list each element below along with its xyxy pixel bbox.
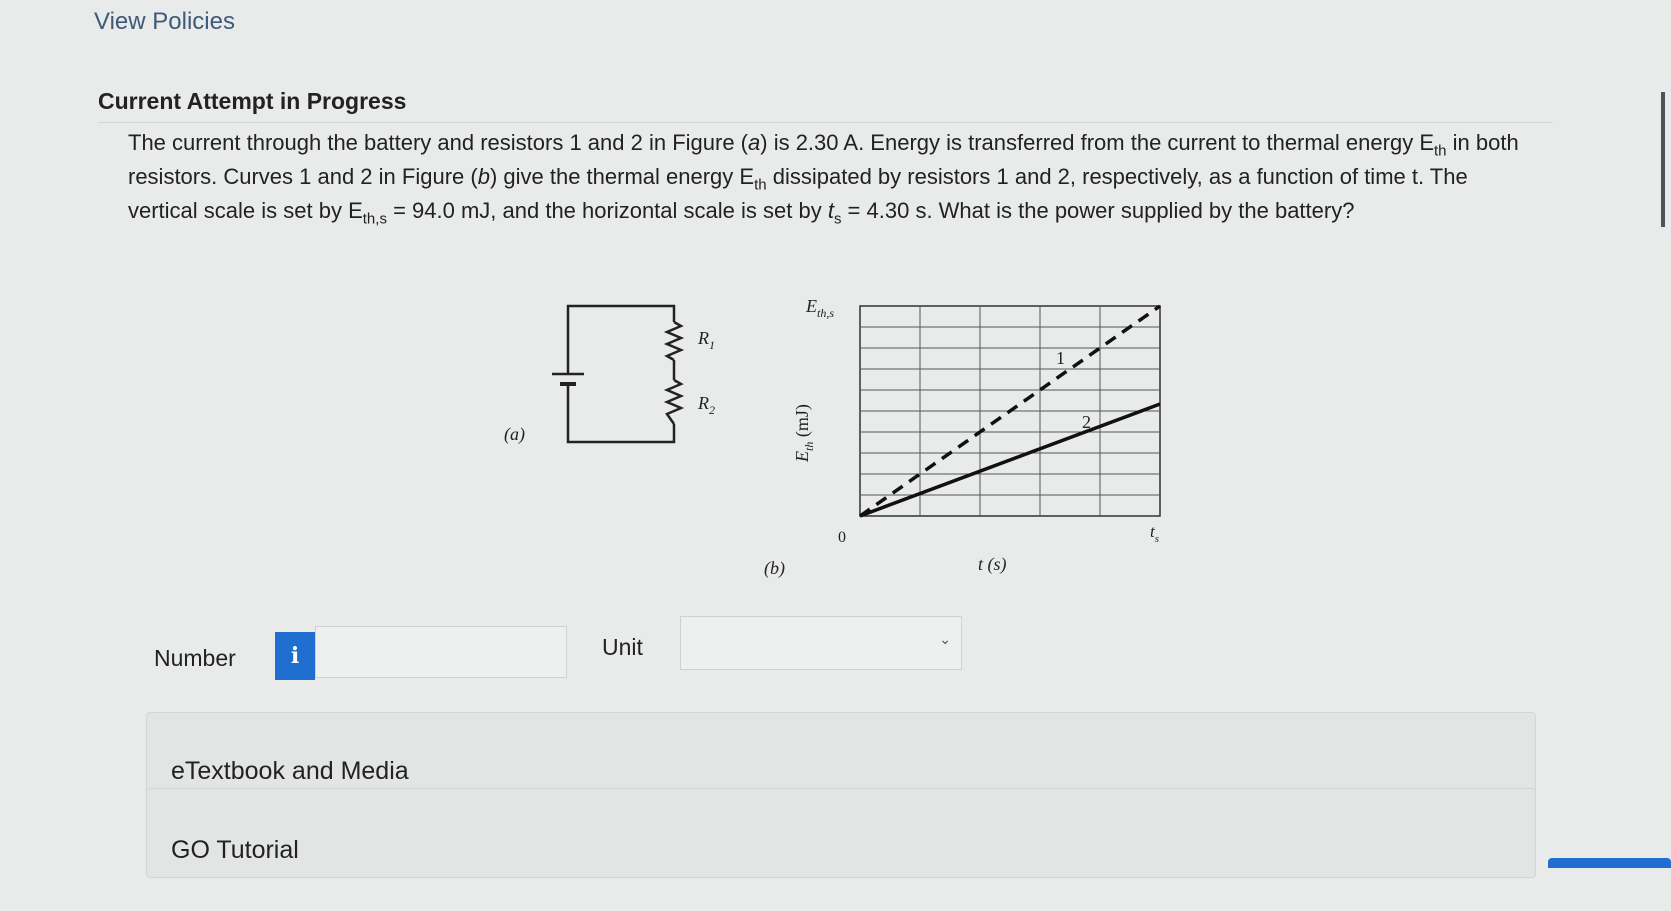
divider (98, 122, 1553, 123)
attempt-title: Current Attempt in Progress (98, 88, 407, 114)
curve-1-label: 1 (1056, 348, 1065, 368)
resistor-2-zigzag (667, 380, 681, 424)
scrollbar-thumb[interactable] (1661, 92, 1665, 227)
resistor-1-zigzag (667, 322, 681, 360)
circuit-diagram (552, 306, 681, 442)
info-icon[interactable]: i (275, 632, 315, 680)
question-text: The current through the battery and resistors 1 and 2 in Figure (a) is 2.30 A. Energy is transferred from the current to thermal energy $E_{th}$ in both resistors. Curves 1 and 2 in Figure (b) give the thermal energy $E_{th}$ dissipated by resistors 1 and 2, respectively, as a function of time t. The vertical scale is set by $E_{th,s} = 94.0$ mJ, and the horizontal scale is set by $t_s = 4.30$ s. What is the power supplied by the battery? (128, 130, 1519, 228)
number-label: Number (154, 645, 236, 671)
chevron-down-icon: ⌄ (939, 631, 951, 647)
etextbook-media-panel[interactable]: eTextbook and Media (146, 712, 1536, 804)
go-tutorial-panel[interactable]: GO Tutorial (146, 788, 1536, 878)
x-axis-zero: 0 (838, 529, 846, 546)
resistor-2-label: $R_2$ (698, 393, 715, 417)
figure-a-label: (a) (504, 424, 525, 444)
figure-b-label: (b) (764, 558, 785, 578)
number-input[interactable] (315, 626, 567, 678)
bottom-action-button[interactable] (1548, 858, 1671, 868)
curve-2-solid (860, 404, 1160, 516)
question-figure (490, 292, 1190, 592)
unit-label: Unit (602, 634, 643, 660)
curve-2-label: 2 (1082, 412, 1091, 432)
view-policies-link[interactable]: View Policies (94, 8, 235, 35)
x-axis-end-label: $t_s$ (1150, 522, 1160, 545)
unit-select[interactable] (680, 616, 962, 670)
circuit-wire-top (568, 306, 674, 374)
resistor-1-label: $R_1$ (698, 328, 715, 352)
x-axis-label: t (s) (978, 554, 1007, 574)
y-axis-label: $E_{th}$ (mJ) (792, 404, 816, 462)
y-axis-top-label: $E_{th,s}$ (806, 296, 835, 320)
figure-svg (490, 292, 1190, 592)
circuit-wire-bottom (568, 384, 674, 442)
